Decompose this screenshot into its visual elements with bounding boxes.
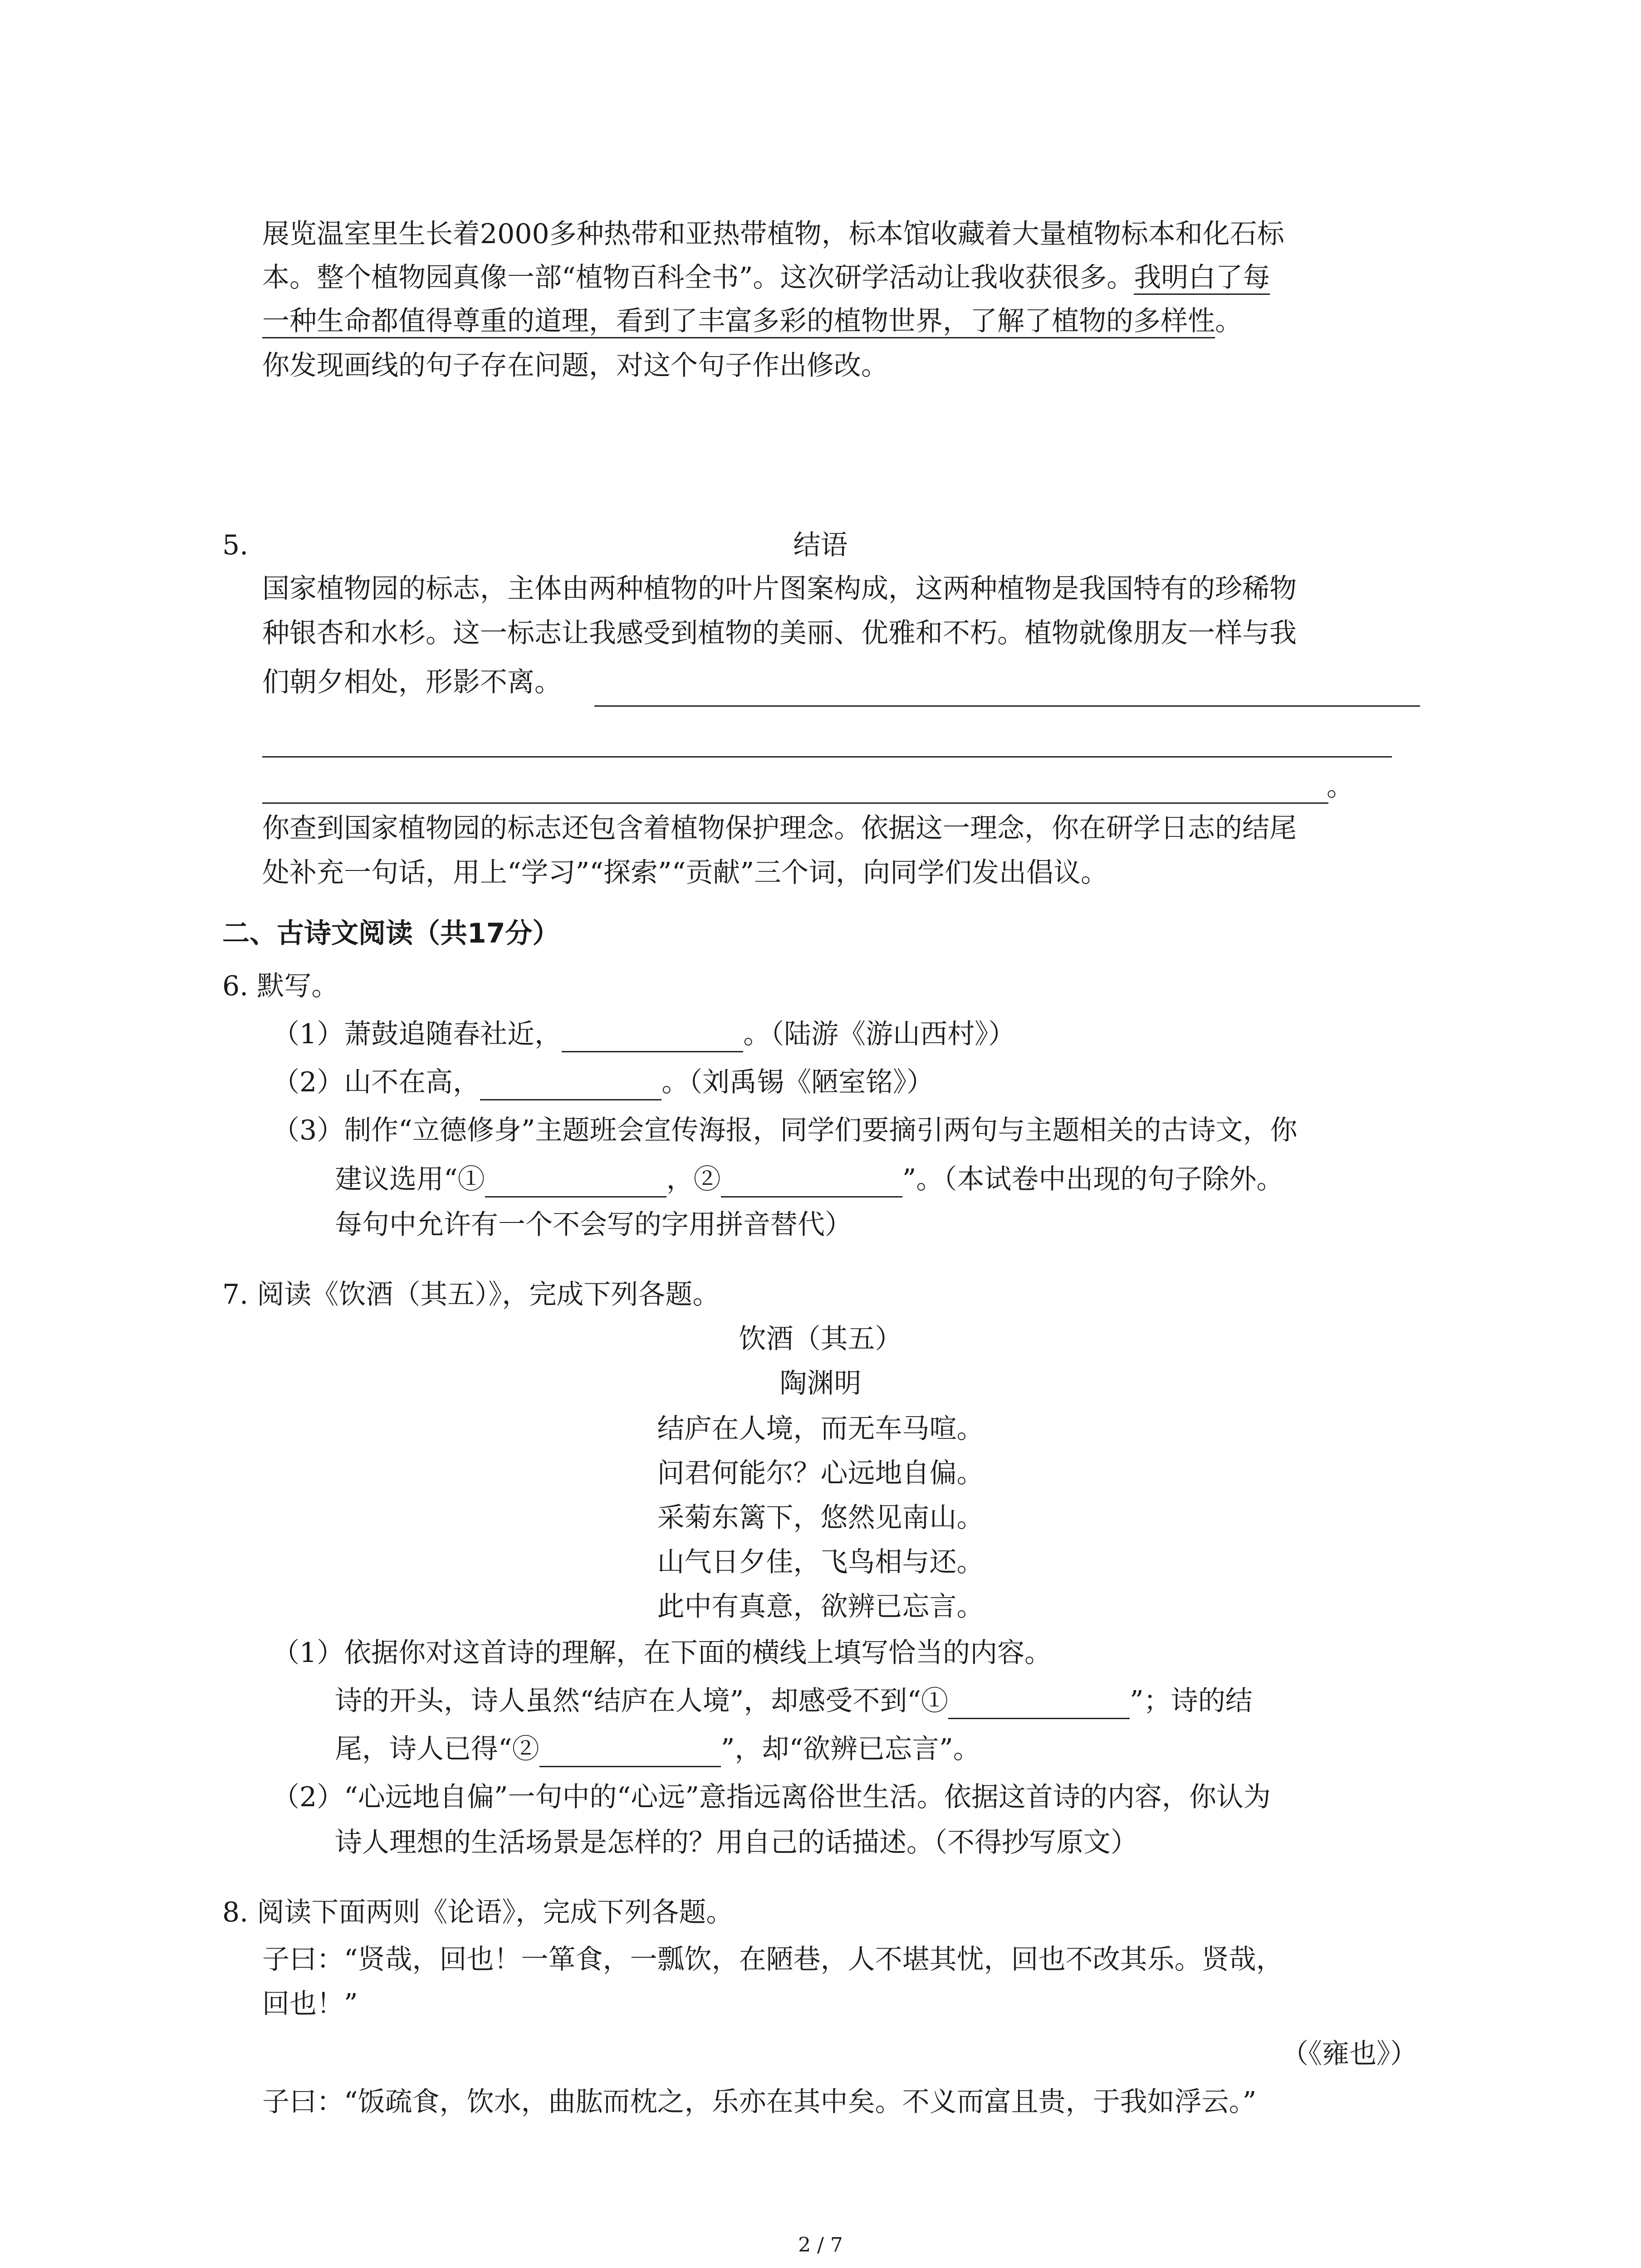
q7-sub-2-line-2: 诗人理想的生活场景是怎样的？用自己的话描述。（不得抄写原文）: [335, 1827, 1138, 1858]
question-6-stem: 6. 默写。: [222, 970, 339, 1002]
q6-item-2-text: 山不在高，: [344, 1066, 480, 1098]
q7-sub-1-number: （1）: [272, 1637, 344, 1669]
q6-item-3-a: 建议选用“①: [335, 1163, 485, 1195]
q5-text-line-2: 种银杏和水杉。这一标志让我感受到植物的美丽、优雅和不朽。植物就像朋友一样与我: [262, 617, 1297, 649]
answer-end-mark: 。: [1327, 771, 1354, 802]
q6-item-1-text: 萧鼓追随春社近，: [344, 1018, 562, 1050]
q6-item-2: [272, 1064, 934, 1100]
q7-sub-2-text: “心远地自偏”一句中的“心远”意指远离俗世生活。依据这首诗的内容，你认为: [344, 1781, 1271, 1813]
question-5-heading: 结语: [793, 529, 848, 561]
q7-sub-2-number: （2）: [272, 1781, 344, 1813]
q5-text-line-1: 国家植物园的标志，主体由两种植物的叶片图案构成，这两种植物是我国特有的珍稀物: [262, 573, 1297, 605]
q6-item-3-line-3: 每句中允许有一个不会写的字用拼音替代）: [335, 1209, 852, 1241]
q6-item-3-b: ，②: [666, 1163, 721, 1195]
question-5-number: 5.: [222, 529, 249, 561]
question-4-prompt: 你发现画线的句子存在问题，对这个句子作出修改。: [262, 350, 888, 381]
q6-item-2-number: （2）: [272, 1066, 344, 1098]
question-7-stem: 7. 阅读《饮酒（其五）》，完成下列各题。: [222, 1279, 720, 1310]
passage-line-3-end: 。: [1215, 305, 1242, 337]
q6-blank-3b[interactable]: [721, 1168, 902, 1198]
answer-line-3[interactable]: [262, 802, 1328, 804]
q7-sub-1-line-3: [335, 1731, 980, 1767]
q7-sub-1-l3a: 尾，诗人已得“②: [335, 1733, 539, 1765]
section-2-title: 二、古诗文阅读（共17分）: [222, 918, 560, 949]
q6-blank-3a[interactable]: [485, 1168, 666, 1198]
q5-prompt-line-2: 处补充一句话，用上“学习”“探索”“贡献”三个词，向同学们发出倡议。: [262, 857, 1108, 889]
poem-line: 山气日夕佳，飞鸟相与还。: [657, 1546, 984, 1578]
q5-prompt-line-1: 你查到国家植物园的标志还包含着植物保护理念。依据这一理念，你在研学日志的结尾: [262, 812, 1297, 844]
underlined-sentence-part-2: 一种生命都值得尊重的道理，看到了丰富多彩的植物世界，了解了植物的多样性: [262, 305, 1215, 338]
q6-item-1-source: 。（陆游《游山西村》）: [743, 1018, 1016, 1050]
q6-blank-2[interactable]: [480, 1071, 661, 1100]
q7-sub-1-l2b: ”；诗的结: [1130, 1685, 1253, 1717]
q7-sub-1-line-2: [335, 1683, 1253, 1719]
q5-text-line-3: 们朝夕相处，形影不离。: [262, 666, 562, 698]
passage-line-3: [262, 303, 1242, 339]
passage-line-2-plain: 本。整个植物园真像一部“植物百科全书”。这次研学活动让我收获很多。: [262, 262, 1134, 293]
q7-blank-1[interactable]: [948, 1690, 1130, 1719]
q7-blank-2[interactable]: [539, 1738, 721, 1767]
q7-sub-1-l2a: 诗的开头，诗人虽然“结庐在人境”，却感受不到“①: [335, 1685, 949, 1717]
passage-line-1: 展览温室里生长着2000多种热带和亚热带植物，标本馆收藏着大量植物标本和化石标: [262, 218, 1284, 250]
q6-item-3-number: （3）: [272, 1114, 344, 1146]
q6-item-3-line-1: [272, 1112, 1298, 1149]
q6-item-3-c: ”。（本试卷中出现的句子除外。: [902, 1163, 1284, 1195]
q6-blank-1[interactable]: [562, 1023, 743, 1052]
q7-sub-1-line-1: [272, 1635, 1052, 1671]
poem-line: 此中有真意，欲辨已忘言。: [657, 1591, 984, 1623]
analects-quote-1-line-1: 子曰：“贤哉，回也！一箪食，一瓢饮，在陋巷，人不堪其忧，回也不改其乐。贤哉，: [262, 1944, 1283, 1975]
q6-item-3-line-2: [335, 1161, 1283, 1198]
passage-line-2: [262, 259, 1270, 296]
poem-line: 采菊东篱下，悠然见南山。: [657, 1502, 984, 1534]
q6-item-1-number: （1）: [272, 1018, 344, 1050]
analects-quote-1-line-2: 回也！”: [262, 1988, 358, 2020]
analects-source-1: （《雍也》）: [1281, 2038, 1417, 2070]
q7-sub-1-l3b: ”，却“欲辨已忘言”。: [720, 1733, 980, 1765]
q6-item-3-text: 制作“立德修身”主题班会宣传海报，同学们要摘引两句与主题相关的古诗文，你: [344, 1114, 1298, 1146]
q7-sub-1-text: 依据你对这首诗的理解，在下面的横线上填写恰当的内容。: [344, 1637, 1052, 1669]
q7-sub-2-line-1: [272, 1779, 1271, 1815]
underlined-sentence-part-1: 我明白了每: [1134, 262, 1270, 295]
page-number: 2 / 7: [798, 2234, 843, 2257]
question-8-stem: 8. 阅读下面两则《论语》，完成下列各题。: [222, 1897, 734, 1928]
answer-line-1[interactable]: [594, 705, 1420, 707]
poem-line: 结庐在人境，而无车马喧。: [657, 1413, 984, 1445]
poem-title: 饮酒（其五）: [739, 1323, 902, 1355]
poem-line: 问君何能尔？心远地自偏。: [657, 1457, 984, 1489]
analects-quote-2: 子曰：“饭疏食，饮水，曲肱而枕之，乐亦在其中矣。不义而富且贵，于我如浮云。”: [262, 2086, 1257, 2118]
q6-item-2-source: 。（刘禹锡《陋室铭》）: [661, 1066, 934, 1098]
q6-item-1: [272, 1016, 1015, 1052]
poem-author: 陶渊明: [779, 1368, 862, 1399]
answer-line-2[interactable]: [262, 756, 1392, 758]
